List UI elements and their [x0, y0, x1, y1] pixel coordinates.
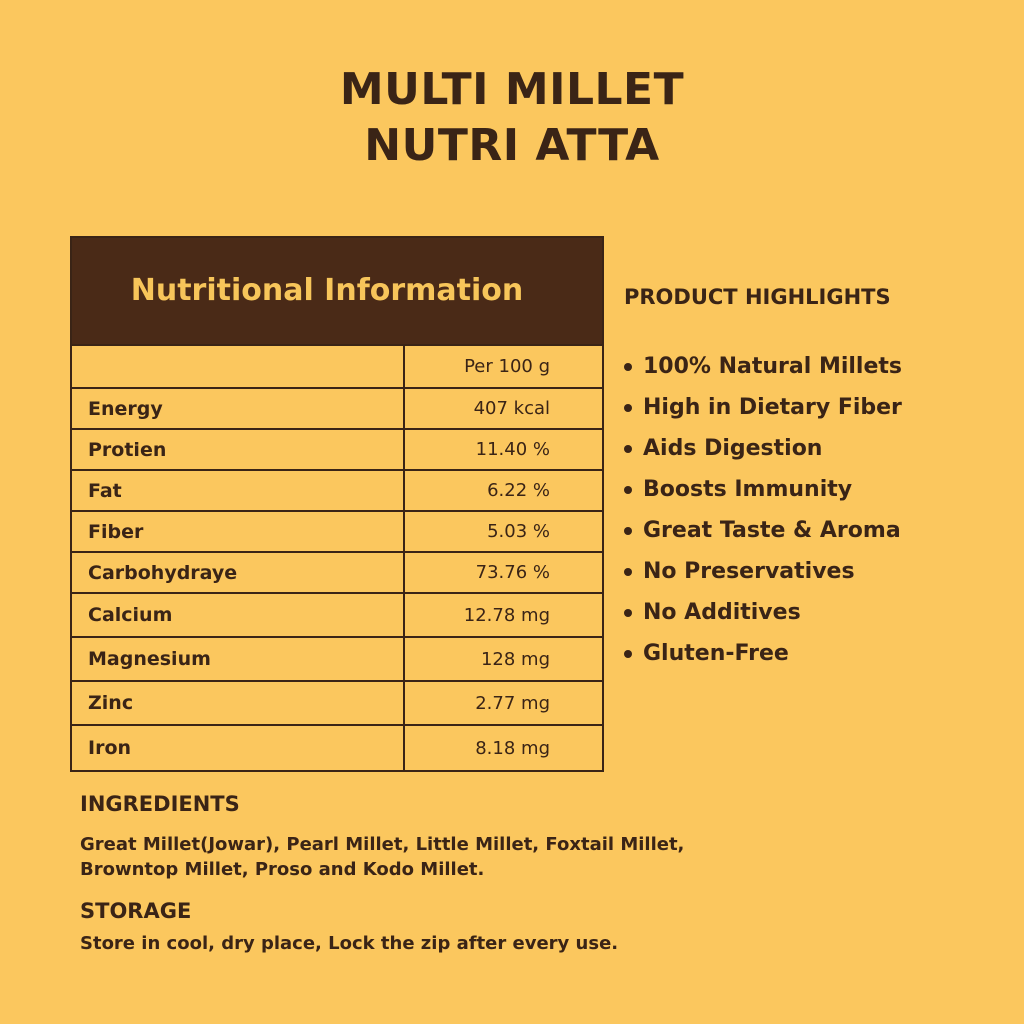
bullet-icon: [624, 363, 632, 371]
list-item: [624, 592, 1014, 633]
ingredients-line-2: Browntop Millet, Proso and Kodo Millet.: [80, 859, 485, 880]
nutrient-value: 407 kcal: [473, 398, 550, 419]
nutrient-name: Carbohydraye: [72, 553, 405, 592]
highlights-list: [624, 346, 1014, 674]
nutrition-table-header: Nutritional Information: [72, 238, 602, 344]
bullet-icon: [624, 609, 632, 617]
bullet-icon: [624, 404, 632, 412]
list-item: [624, 428, 1014, 469]
nutrition-table-body: [72, 344, 602, 770]
nutrition-row-magnesium: [72, 638, 602, 682]
nutrition-row-energy: [72, 389, 602, 430]
highlight-text: No Preservatives: [643, 559, 855, 584]
nutrition-column-header-row: [72, 346, 602, 389]
nutrient-name: Fat: [72, 471, 405, 510]
nutrient-value: 6.22 %: [487, 480, 550, 501]
nutrition-row-protein: [72, 430, 602, 471]
nutrient-name: Magnesium: [72, 638, 405, 680]
nutrient-name: Protien: [72, 430, 405, 469]
nutrition-row-iron: [72, 726, 602, 770]
nutrient-value: 11.40 %: [475, 439, 550, 460]
ingredients-text: [80, 832, 840, 882]
list-item: [624, 387, 1014, 428]
nutrition-row-carbohydrate: [72, 553, 602, 594]
list-item: [624, 469, 1014, 510]
product-title-line-1: MULTI MILLET: [339, 64, 685, 115]
nutrient-value: 2.77 mg: [475, 692, 550, 714]
highlight-text: No Additives: [643, 600, 801, 625]
product-highlights-title: PRODUCT HIGHLIGHTS: [624, 285, 891, 309]
product-title: [0, 62, 1024, 174]
nutrition-row-fiber: [72, 512, 602, 553]
storage-text: Store in cool, dry place, Lock the zip after every use.: [80, 933, 619, 954]
list-item: [624, 551, 1014, 592]
bullet-icon: [624, 650, 632, 658]
highlight-text: Boosts Immunity: [643, 477, 853, 502]
bullet-icon: [624, 445, 632, 453]
list-item: [624, 633, 1014, 674]
nutrient-value: 5.03 %: [487, 521, 550, 542]
nutrient-name: Fiber: [72, 512, 405, 551]
ingredients-line-1: Great Millet(Jowar), Pearl Millet, Little Millet, Foxtail Millet,: [80, 834, 685, 855]
nutrition-per-100g-header: Per 100 g: [464, 356, 550, 377]
list-item: [624, 510, 1014, 551]
nutrition-row-zinc: [72, 682, 602, 726]
product-highlights: [624, 282, 1014, 674]
nutrient-name: Zinc: [72, 682, 405, 724]
nutrition-row-calcium: [72, 594, 602, 638]
nutrient-name: Energy: [72, 389, 405, 428]
nutrient-name: Iron: [72, 726, 405, 770]
highlight-text: 100% Natural Millets: [643, 354, 903, 379]
storage-title: STORAGE: [80, 899, 192, 923]
nutrient-value: 8.18 mg: [475, 737, 550, 759]
nutrient-value: 12.78 mg: [463, 604, 550, 626]
nutrition-name-header-cell: [72, 346, 405, 387]
nutrition-table: [70, 236, 604, 772]
nutrient-value: 73.76 %: [475, 562, 550, 583]
nutrient-value: 128 mg: [480, 648, 550, 670]
highlight-text: Gluten-Free: [643, 641, 789, 666]
highlight-text: Aids Digestion: [643, 436, 823, 461]
bullet-icon: [624, 486, 632, 494]
bullet-icon: [624, 568, 632, 576]
ingredients-title: INGREDIENTS: [80, 792, 240, 816]
highlight-text: High in Dietary Fiber: [643, 395, 902, 420]
list-item: [624, 346, 1014, 387]
highlight-text: Great Taste & Aroma: [643, 518, 901, 543]
nutrient-name: Calcium: [72, 594, 405, 636]
nutrition-row-fat: [72, 471, 602, 512]
bullet-icon: [624, 527, 632, 535]
product-title-line-2: NUTRI ATTA: [364, 120, 660, 171]
